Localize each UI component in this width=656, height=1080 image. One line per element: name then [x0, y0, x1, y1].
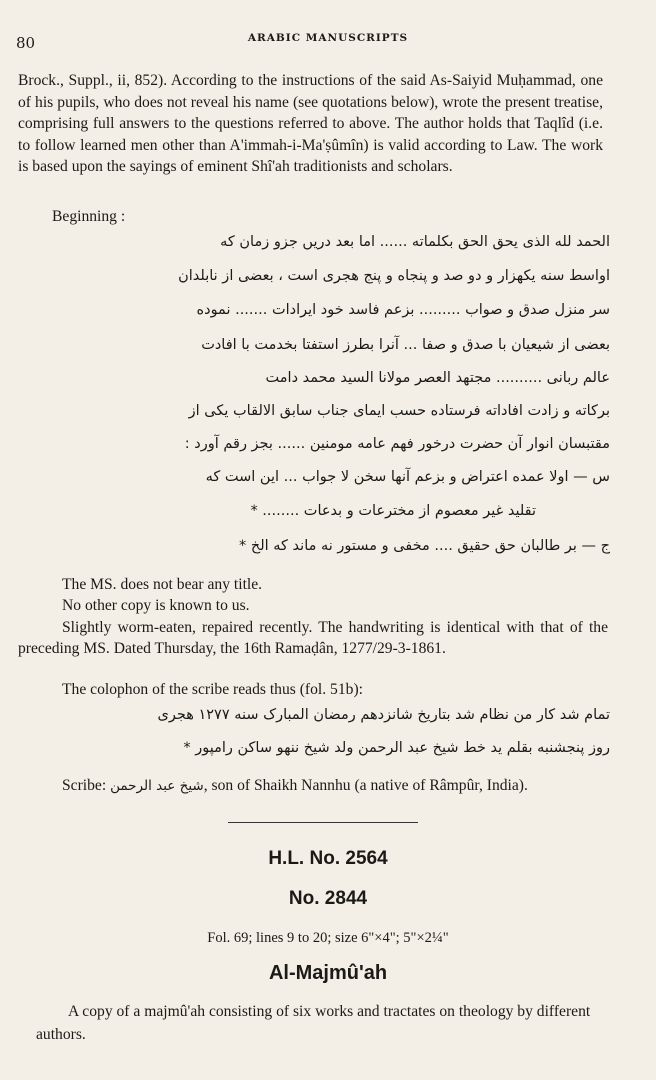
arabic-line: الحمد لله الذی یحق الحق بکلماته ...... اما بعد دریں جزو زمان که [220, 234, 610, 250]
note-colophon-intro: The colophon of the scribe reads thus (fol. 51b): [62, 681, 363, 698]
hl-number: H.L. No. 2564 [268, 848, 388, 869]
beginning-label: Beginning : [52, 208, 126, 225]
intro-paragraph: Brock., Suppl., ii, 852). According to the instructions of the said As-Saiyid Muḥammad, one of his pupils, who does not reveal his name (see quotations below), wrote the present treatise, comprising full answers to the questions referred to above. The author holds that Taqlîd (i.e. to follow learned men other than A'immah-i-Ma'ṣûmîn) is valid according to Law. The work is based upon the sayings of eminent Shî'ah traditionists and scholars. [18, 72, 603, 175]
arabic-line: مقتبسان انوار آن حضرت درخور فهم عامه مومنین ...... بجز رقم آورد : [184, 436, 610, 452]
arabic-line: سر منزل صدق و صواب ......... بزعم فاسد خود ایرادات ....... نموده [196, 302, 610, 318]
entry-title: Al-Majmû'ah [268, 962, 388, 984]
colophon-line: تمام شد کار من نظام شد بتاریخ شانزدهم رمضان المبارک سنه ۱۲۷۷ هجری [157, 707, 610, 723]
colophon-line: روز پنجشنبه بقلم ید خط شیخ عبد الرحمن ولد شیخ ننهو ساکن رامپور * [183, 740, 610, 756]
scribe-suffix: , son of Shaikh Nannhu (a native of Râmpûr, India). [203, 777, 528, 794]
running-title: ARABIC MANUSCRIPTS [247, 32, 409, 44]
folio-info: Fol. 69; lines 9 to 20; size 6"×4"; 5"×2¼" [207, 930, 449, 946]
scribe-arabic-name: شیخ عبد الرحمن [110, 778, 204, 794]
arabic-line: عالم ربانی .......... مجتهد العصر مولانا السید محمد دامت [265, 370, 610, 386]
arabic-line: برکاته و زادت افاداته فرستاده حسب ایمای جناب سابق الالقاب یکی از [188, 403, 610, 419]
arabic-line: س — اولا عمده اعتراض و بزعم آنها سخن لا جواب ... این است که [205, 469, 610, 485]
entry-number: No. 2844 [288, 888, 368, 909]
note-no-copy: No other copy is known to us. [62, 597, 250, 614]
arabic-line: تقلید غیر معصوم از مخترعات و بدعات ........ * [250, 503, 536, 519]
entry-description: A copy of a majmû'ah consisting of six works and tractates on theology by different authors. [36, 1003, 591, 1043]
section-divider [228, 822, 418, 823]
page-number: 80 [16, 34, 36, 52]
note-condition: Slightly worm-eaten, repaired recently. The handwriting is identical with that of the preceding MS. Dated Thursday, the 16th Ramaḍân, 1277/29-3-1861. [18, 619, 608, 657]
arabic-line: اواسط سنه یکهزار و دو صد و پنجاه و پنج هجری است ، بعضی از نابلدان [178, 268, 610, 284]
scribe-line [18, 774, 608, 798]
note-no-title: The MS. does not bear any title. [62, 576, 263, 593]
scribe-prefix: Scribe: [62, 777, 107, 794]
arabic-line: بعضی از شیعیان با صدق و صفا ... آنرا بطرز استفتا بخدمت با افادت [201, 337, 610, 353]
arabic-line: ج — بر طالبان حق حقیق .... مخفی و مستور نه ماند که الخ * [239, 538, 610, 554]
